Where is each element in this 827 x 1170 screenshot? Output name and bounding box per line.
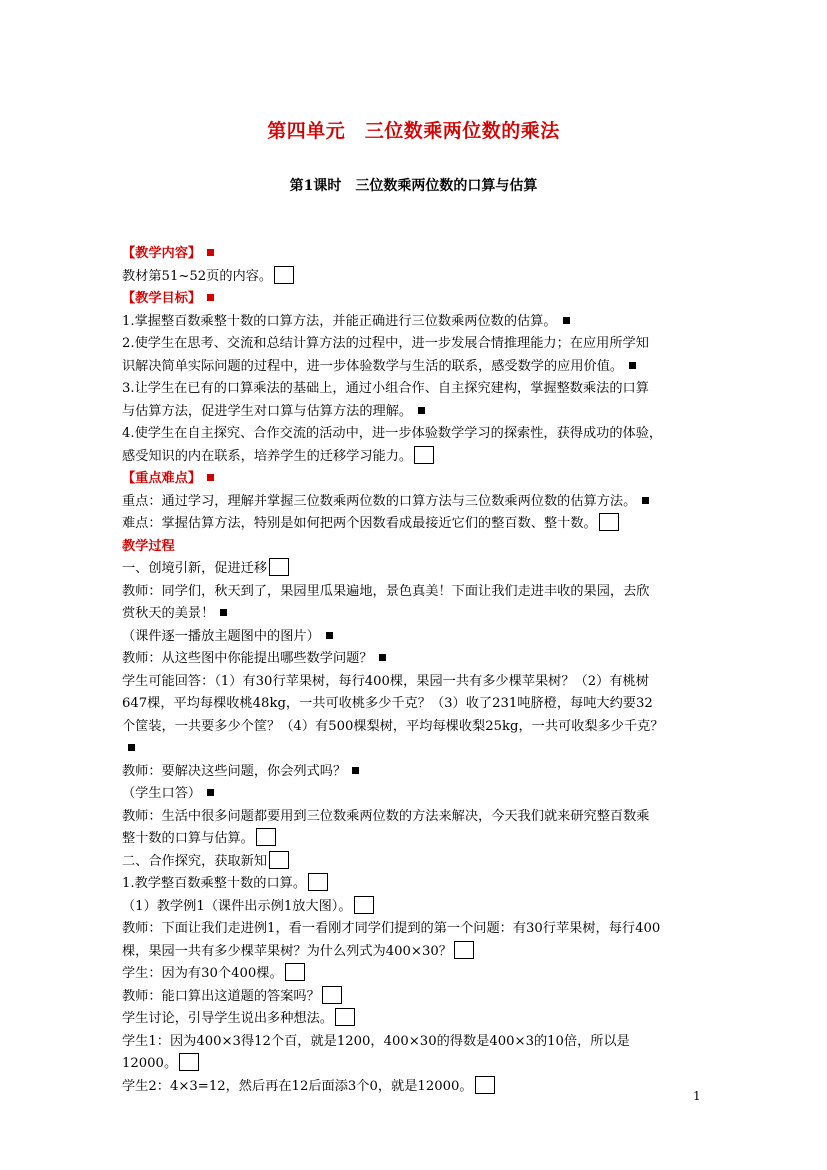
line-text: 教师：能口算出这道题的答案吗？ — [122, 988, 320, 1004]
text-line — [122, 311, 712, 334]
text-line — [122, 581, 712, 604]
unit-title: 第四单元 三位数乘两位数的乘法 — [267, 120, 560, 142]
line-text: 一、创境引新，促进迁移 — [122, 561, 268, 576]
text-line — [122, 986, 712, 1009]
line-text: 教师：生活中很多问题都要用到三位数乘两位数的方法来解决，今天我们就来研究整百数乘 — [122, 808, 650, 824]
square-mark-icon — [207, 249, 214, 256]
section-heading — [122, 468, 712, 491]
text-line — [122, 558, 712, 581]
text-line — [122, 626, 712, 649]
empty-box-icon — [335, 1008, 355, 1026]
line-text: 【教学内容】 — [122, 246, 202, 261]
text-line — [122, 1053, 712, 1076]
line-text: 教学过程 — [122, 538, 175, 554]
page-number: 1 — [693, 1089, 701, 1103]
square-mark-icon — [418, 407, 425, 414]
square-mark-icon — [128, 744, 135, 751]
line-text: 【重点难点】 — [122, 471, 202, 486]
text-line — [122, 266, 712, 289]
square-mark-icon — [207, 294, 214, 301]
section-heading — [122, 243, 712, 266]
section-heading — [122, 536, 712, 559]
text-line — [122, 333, 712, 356]
text-line — [122, 806, 712, 829]
empty-box-icon — [269, 851, 289, 869]
lesson-body — [122, 243, 712, 1098]
empty-box-icon — [269, 558, 289, 576]
line-text: 教材第51~52页的内容。 — [122, 268, 273, 284]
empty-box-icon — [179, 1053, 199, 1071]
line-text: 学生可能回答：（1）有30行苹果树，每行400棵，果园一共有多少棵苹果树？（2）有桃树 — [122, 673, 649, 689]
text-line — [122, 446, 712, 469]
text-line — [122, 423, 712, 446]
text-line — [122, 401, 712, 424]
text-line — [122, 896, 712, 919]
line-text: 赏秋天的美景！ — [122, 606, 215, 621]
empty-box-icon — [308, 873, 328, 891]
text-line — [122, 761, 712, 784]
text-line — [122, 648, 712, 671]
line-text: 难点：掌握估算方法，特别是如何把两个因数看成最接近它们的整百数、整十数。 — [122, 516, 597, 531]
line-text: 棵，果园一共有多少棵苹果树？为什么列式为400×30？ — [122, 943, 452, 959]
line-text: 2.使学生在思考、交流和总结计算方法的过程中，进一步发展合情推理能力；在应用所学知 — [122, 336, 649, 351]
square-mark-icon — [379, 654, 386, 661]
line-text: 识解决简单实际问题的过程中，进一步体验数学与生活的联系，感受数学的应用价值。 — [122, 358, 624, 374]
line-text: 二、合作探究，获取新知 — [122, 853, 268, 869]
text-line — [122, 491, 712, 514]
text-line — [122, 1031, 712, 1054]
text-line — [122, 716, 712, 739]
line-text: 教师：要解决这些问题，你会列式吗？ — [122, 763, 347, 779]
text-line — [122, 378, 712, 401]
line-text: 与估算方法，促进学生对口算与估算方法的理解。 — [122, 403, 413, 419]
text-line — [122, 513, 712, 536]
square-mark-icon — [352, 767, 359, 774]
text-line — [122, 1076, 712, 1099]
text-line — [122, 941, 712, 964]
line-text: 647棵，平均每棵收桃48kg，一共可收桃多少千克？（3）收了231吨脐橙，每吨大约要32 — [122, 696, 653, 711]
text-line — [122, 693, 712, 716]
text-line — [122, 738, 712, 761]
text-line — [122, 873, 712, 896]
text-line — [122, 963, 712, 986]
section-heading — [122, 288, 712, 311]
lesson-title: 第1课时 三位数乘两位数的口算与估算 — [289, 178, 538, 194]
line-text: 4.使学生在自主探究、合作交流的活动中，进一步体验数学学习的探索性，获得成功的体验， — [122, 426, 663, 441]
square-mark-icon — [629, 362, 636, 369]
line-text: 1.教学整百数乘整十数的口算。 — [122, 876, 307, 891]
text-line — [122, 671, 712, 694]
line-text: （1）教学例1（课件出示例1放大图）。 — [122, 898, 352, 914]
empty-box-icon — [354, 896, 374, 914]
square-mark-icon — [326, 632, 333, 639]
empty-box-icon — [285, 963, 305, 981]
line-text: 学生：因为有30个400棵。 — [122, 966, 283, 981]
text-line — [122, 918, 712, 941]
line-text: 【教学目标】 — [122, 291, 202, 306]
line-text: 学生2：4×3=12，然后再在12后面添3个0，就是12000。 — [122, 1078, 473, 1094]
line-text: 教师：下面让我们走进例1，看一看刚才同学们提到的第一个问题：有30行苹果树，每行400 — [122, 921, 661, 936]
square-mark-icon — [207, 789, 214, 796]
line-text: 教师：从这些图中你能提出哪些数学问题？ — [122, 651, 373, 666]
square-mark-icon — [642, 497, 649, 504]
empty-box-icon — [454, 941, 474, 959]
line-text: 感受知识的内在联系，培养学生的迁移学习能力。 — [122, 448, 413, 464]
line-text: 教师：同学们，秋天到了，果园里瓜果遍地，景色真美！下面让我们走进丰收的果园，去欣 — [122, 583, 650, 599]
text-line — [122, 851, 712, 874]
square-mark-icon — [563, 317, 570, 324]
square-mark-icon — [220, 609, 227, 616]
text-line — [122, 356, 712, 379]
empty-box-icon — [322, 986, 342, 1004]
line-text: 个筐装，一共要多少个筐？（4）有500棵梨树，平均每棵收梨25kg，一共可收梨多少千克？ — [122, 718, 664, 734]
empty-box-icon — [475, 1076, 495, 1094]
empty-box-icon — [274, 266, 294, 284]
line-text: 整十数的口算与估算。 — [122, 831, 254, 846]
text-line — [122, 783, 712, 806]
line-text: 学生讨论，引导学生说出多种想法。 — [122, 1011, 333, 1026]
text-line — [122, 603, 712, 626]
empty-box-icon — [256, 828, 276, 846]
square-mark-icon — [207, 474, 214, 481]
line-text: 1.掌握整百数乘整十数的口算方法，并能正确进行三位数乘两位数的估算。 — [122, 313, 557, 329]
line-text: （课件逐一播放主题图中的图片） — [122, 628, 320, 644]
line-text: 学生1：因为400×3得12个百，就是1200，400×30的得数是400×3的10倍，所以是 — [122, 1033, 630, 1049]
line-text: 3.让学生在已有的口算乘法的基础上，通过小组合作、自主探究建构，掌握整数乘法的口算 — [122, 381, 649, 396]
line-text: 重点：通过学习，理解并掌握三位数乘两位数的口算方法与三位数乘两位数的估算方法。 — [122, 493, 637, 509]
line-text: （学生口答） — [122, 786, 202, 801]
empty-box-icon — [599, 513, 619, 531]
text-line — [122, 828, 712, 851]
line-text: 12000。 — [122, 1056, 178, 1071]
empty-box-icon — [414, 446, 434, 464]
text-line — [122, 1008, 712, 1031]
